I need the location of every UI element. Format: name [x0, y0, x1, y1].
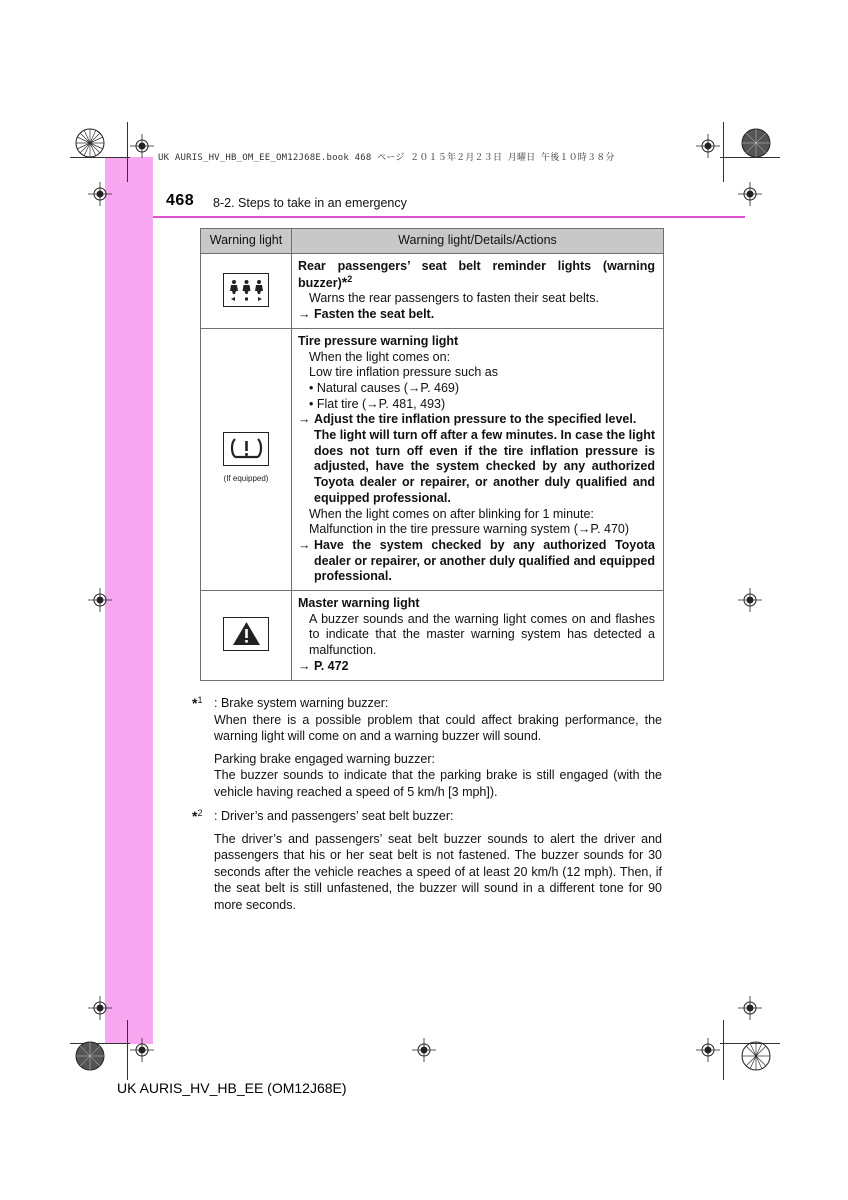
footnote-marker: *$^1$ — [192, 694, 203, 711]
master-warning-icon — [223, 617, 269, 651]
registration-rosette-icon — [740, 127, 772, 159]
row-action-continued: The light will turn off after a few minutes. In case the light does not turn off even if the tire inflation pressure is adjusted, have the system checked by any authorized Toyota dealer or repairer, or another duly qualified and equipped professional. — [314, 428, 656, 505]
crop-mark — [127, 122, 128, 182]
crosshair-target-icon — [412, 1038, 436, 1062]
print-info-line: UK AURIS_HV_HB_OM_EE_OM12J68E.book 468 ページ ２０１５年２月２３日 月曜日 午後１０時３８分 — [158, 153, 615, 163]
icon-cell — [201, 591, 292, 681]
row-detail: When the light comes on after blinking for 1 minute: — [309, 506, 594, 521]
details-cell — [292, 254, 664, 329]
row-title: Rear passengers’ seat belt reminder lights (warning buzzer)*$^2$ — [298, 259, 655, 290]
registration-rosette-icon — [74, 1040, 106, 1072]
crop-mark — [723, 1020, 724, 1080]
crosshair-target-icon — [88, 996, 112, 1020]
crosshair-target-icon — [130, 1038, 154, 1062]
footnote-text: When there is a possible problem that could affect braking performance, the warning light will come on and a warning buzzer will sound. — [214, 712, 662, 743]
page-number: 468 — [166, 192, 195, 209]
rear-seat-belt-reminder-icon — [223, 273, 269, 307]
footnote-subtitle: Parking brake engaged warning buzzer: — [214, 751, 435, 766]
footnote-label: : Brake system warning buzzer: — [214, 696, 389, 710]
crosshair-target-icon — [738, 996, 762, 1020]
footnote-1 — [192, 695, 662, 800]
list-item: • Natural causes (→P. 469) — [309, 380, 460, 395]
section-title: 8-2. Steps to take in an emergency — [213, 196, 407, 210]
tire-pressure-warning-icon — [223, 432, 269, 466]
registration-rosette-icon — [740, 1040, 772, 1072]
footnote-2 — [192, 808, 662, 913]
row-title: Master warning light — [298, 596, 420, 611]
row-detail: Low tire inflation pressure such as — [309, 365, 498, 380]
registration-rosette-icon — [74, 127, 106, 159]
row-action: → P. 472 — [298, 658, 349, 673]
footnote-marker: *$^2$ — [192, 807, 203, 824]
icon-caption: (If equipped) — [223, 473, 269, 483]
table-row-master-warning — [201, 591, 664, 681]
crop-mark — [127, 1020, 128, 1080]
row-detail: Warns the rear passengers to fasten their seat belts. — [309, 291, 599, 306]
list-item: • Flat tire (→P. 481, 493) — [309, 396, 446, 411]
row-action: → Fasten the seat belt. — [298, 307, 435, 322]
row-action: → Adjust the tire inflation pressure to the specified level. — [298, 412, 637, 427]
crosshair-target-icon — [738, 588, 762, 612]
row-detail: Malfunction in the tire pressure warning system (→P. 470) — [309, 522, 630, 537]
warning-light-table — [200, 228, 664, 681]
crop-mark — [723, 122, 724, 182]
crosshair-target-icon — [696, 1038, 720, 1062]
icon-cell — [201, 254, 292, 329]
icon-cell — [201, 328, 292, 590]
table-row-tire-pressure — [201, 328, 664, 590]
row-title: Tire pressure warning light — [298, 333, 459, 348]
row-action: → Have the system checked by any authorized Toyota dealer or repairer, or another duly qualified and equipped professional. — [298, 537, 655, 584]
footnote-text: The driver’s and passengers’ seat belt buzzer sounds to alert the driver and passengers that his or her seat belt is not fastened. The buzzer sounds for 30 seconds after the vehicle reaches a speed of at least 20 km/h (12 mph). Then, if the seat belt is still unfastened, the buzzer will sound in a different tone for 90 more seconds. — [214, 831, 662, 912]
footnote-text: The buzzer sounds to indicate that the parking brake is still engaged (with the vehicle having reached a speed of 5 km/h [3 mph]). — [214, 768, 662, 799]
footnote-label: : Driver’s and passengers’ seat belt buzzer: — [214, 809, 454, 823]
crosshair-target-icon — [88, 588, 112, 612]
column-header-warning-light: Warning light — [201, 229, 292, 254]
column-header-details: Warning light/Details/Actions — [292, 229, 664, 254]
table-row-rear-belt — [201, 254, 664, 329]
footer-code: UK AURIS_HV_HB_EE (OM12J68E) — [117, 1080, 347, 1096]
header-rule — [153, 216, 745, 218]
crosshair-target-icon — [696, 134, 720, 158]
crosshair-target-icon — [88, 182, 112, 206]
details-cell — [292, 591, 664, 681]
margin-color-strip — [105, 157, 153, 1044]
row-detail: A buzzer sounds and the warning light comes on and flashes to indicate that the master warning system has detected a malfunction. — [309, 611, 655, 658]
crosshair-target-icon — [130, 134, 154, 158]
row-detail: When the light comes on: — [309, 349, 451, 364]
table-header-row — [201, 229, 664, 254]
crosshair-target-icon — [738, 182, 762, 206]
details-cell — [292, 328, 664, 590]
